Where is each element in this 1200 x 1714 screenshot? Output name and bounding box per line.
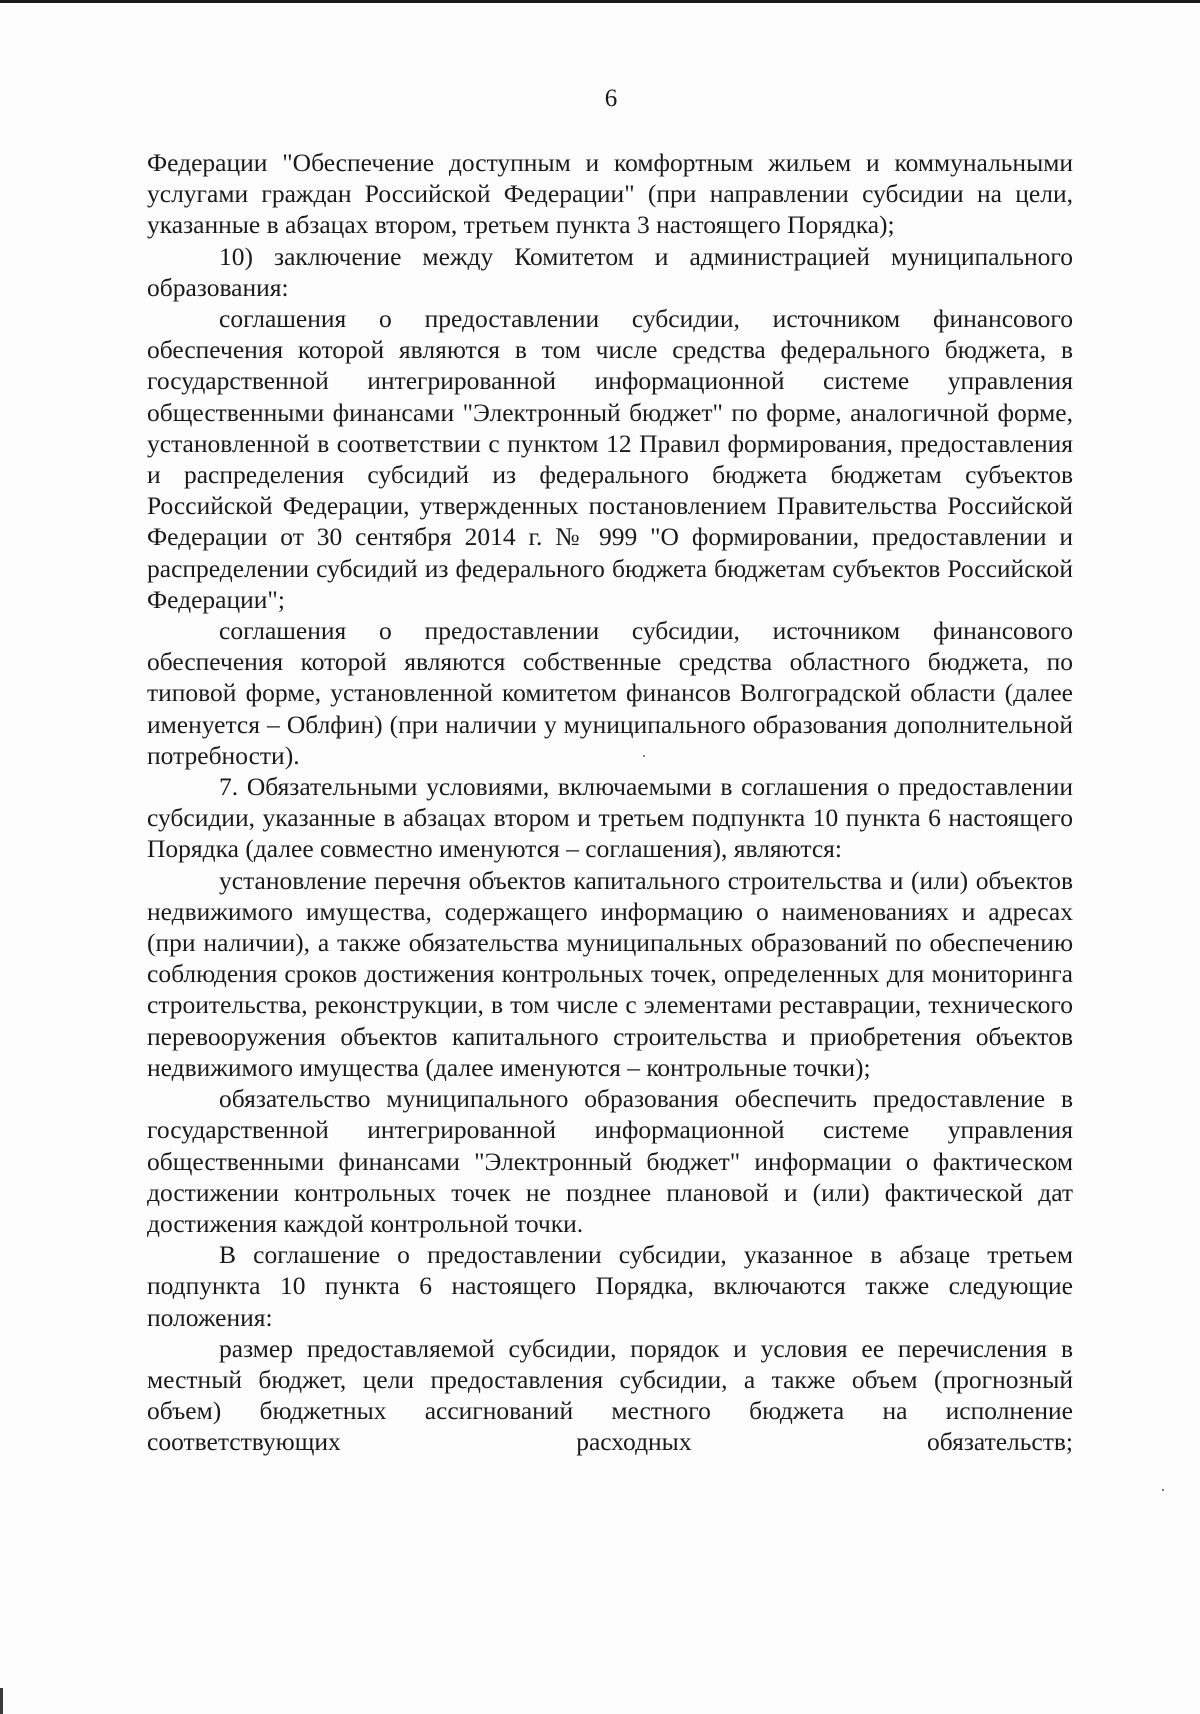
- paragraph-regional-agreement: соглашения о предоставлении субсидии, источником финансового обеспечения которой являются собственные средства областного бюджета, по типовой форме, установленной комитетом финансов Волгоградской области (далее именуется – Облфин) (при наличии у муниципального образования дополнительной потребности).: [147, 616, 1073, 770]
- paragraph-item-10: 10) заключение между Комитетом и администрацией муниципального образования:: [147, 241, 1073, 302]
- paragraph-obligation: обязательство муниципального образования обеспечить предоставление в государственной интегрированной информационной системе управления общественными финансами "Электронный бюджет" информации о фактическом достижении контрольных точек не позднее плановой и (или) фактической дат достижения каждой контрольной точки.: [147, 1084, 1073, 1238]
- paragraph-object-list: установление перечня объектов капитального строительства и (или) объектов недвижимого имущества, содержащего информацию о наименованиях и адресах (при наличии), а также обязательства муниципальных образований по обеспечению соблюдения сроков достижения контрольных точек, определенных для мониторинга строительства, реконструкции, в том числе с элементами реставрации, технического перевооружения объектов капитального строительства и приобретения объектов недвижимого имущества (далее именуются – контрольные точки);: [147, 865, 1073, 1082]
- paragraph-item-7: 7. Обязательными условиями, включаемыми в соглашения о предоставлении субсидии, указанные в абзацах втором и третьем подпункта 10 пункта 6 настоящего Порядка (далее совместно именуются – соглашения), являются:: [147, 772, 1073, 864]
- scan-speck: [1162, 1489, 1164, 1491]
- document-body: [147, 147, 1073, 1458]
- page-number: 6: [604, 85, 618, 112]
- paragraph-subsidy-size: размер предоставляемой субсидии, порядок и условия ее перечисления в местный бюджет, цели предоставления субсидии, а также объем (прогнозный объем) бюджетных ассигнований местного бюджета на исполнение соответствующих расходных обязательств;: [147, 1333, 1073, 1457]
- scan-top-edge: [0, 0, 1200, 3]
- paragraph-additional-provisions: В соглашение о предоставлении субсидии, указанное в абзаце третьем подпункта 10 пункта 6 настоящего Порядка, включаются также следующие положения:: [147, 1240, 1073, 1332]
- paragraph-federal-agreement: соглашения о предоставлении субсидии, источником финансового обеспечения которой являются в том числе средства федерального бюджета, в государственной интегрированной информационной системе управления общественными финансами "Электронный бюджет" по форме, аналогичной форме, установленной в соответствии с пунктом 12 Правил формирования, предоставления и распределения субсидий из федерального бюджета бюджетам субъектов Российской Федерации, утвержденных постановлением Правительства Российской Федерации от 30 сентября 2014 г. № 999 "О формировании, предоставлении и распределении субсидий из федерального бюджета бюджетам субъектов Российской Федерации";: [147, 304, 1073, 614]
- paragraph-continuation: Федерации "Обеспечение доступным и комфортным жильем и коммунальными услугами граждан Российской Федерации" (при направлении субсидии на цели, указанные в абзацах втором, третьем пункта 3 настоящего Порядка);: [147, 148, 1073, 240]
- scan-left-edge: [0, 1688, 3, 1714]
